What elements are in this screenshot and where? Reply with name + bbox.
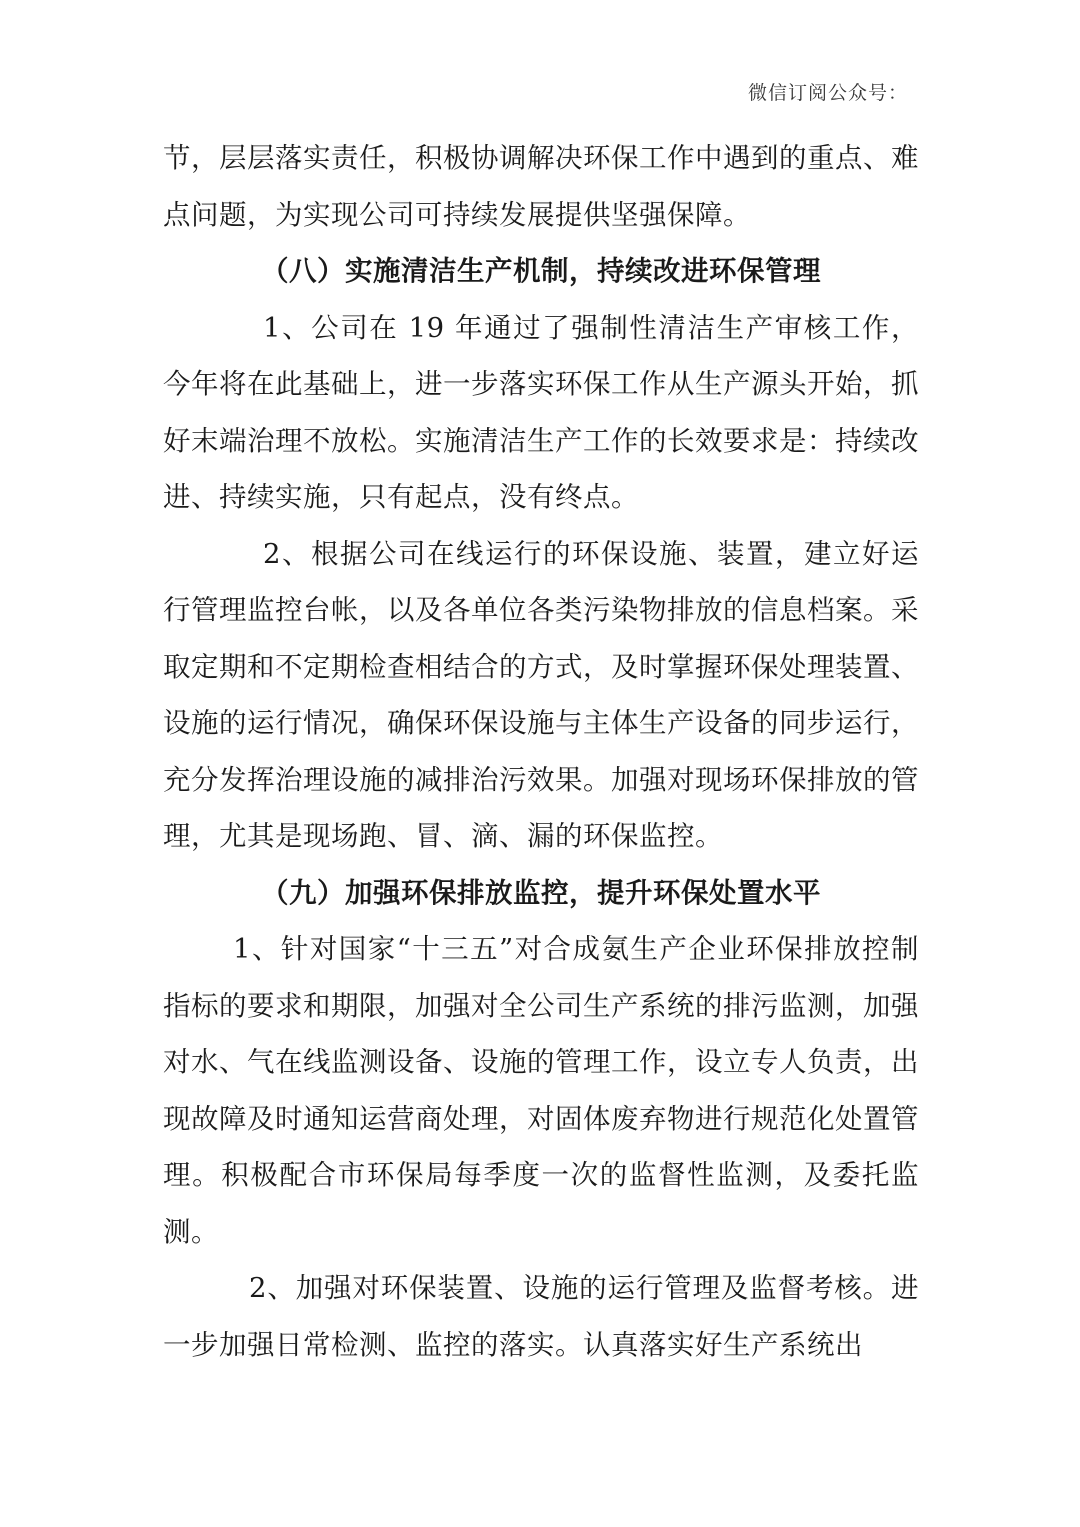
paragraph-8-2: 2、根据公司在线运行的环保设施、装置，建立好运行管理监控台帐，以及各单位各类污染物排放的信息档案。采取定期和不定期检查相结合的方式，及时掌握环保处理装置、设施的运行情况，确保环保设施与主体生产设备的同步运行，充分发挥治理设施的减排治污效果。加强对现场环保排放的管理，尤其是现场跑、冒、滴、漏的环保监控。: [163, 537, 919, 852]
paragraph-9-2: 2、加强对环保装置、设施的运行管理及监督考核。进一步加强日常检测、监控的落实。认真落实好生产系统出: [163, 1272, 919, 1361]
paragraph-continuation: 节，层层落实责任，积极协调解决环保工作中遇到的重点、难点问题，为实现公司可持续发展提供坚强保障。: [163, 142, 919, 231]
header-note: 微信订阅公众号：: [747, 82, 908, 104]
paragraph-8-1: 1、公司在 19 年通过了强制性清洁生产审核工作，今年将在此基础上，进一步落实环保工作从生产源头开始，抓好末端治理不放松。实施清洁生产工作的长效要求是：持续改进、持续实施，只有起点，没有终点。: [163, 311, 919, 513]
section-heading-8: （八）实施清洁生产机制，持续改进环保管理: [261, 255, 821, 287]
paragraph-9-1: 1、针对国家“十三五”对合成氨生产企业环保排放控制指标的要求和期限，加强对全公司生产系统的排污监测，加强对水、气在线监测设备、设施的管理工作，设立专人负责，出现故障及时通知运营商处理，对固体废弃物进行规范化处置管理。积极配合市环保局每季度一次的监督性监测，及委托监测。: [163, 933, 919, 1248]
section-heading-9: （九）加强环保排放监控，提升环保处置水平: [261, 876, 821, 909]
document-body: [163, 130, 919, 1373]
